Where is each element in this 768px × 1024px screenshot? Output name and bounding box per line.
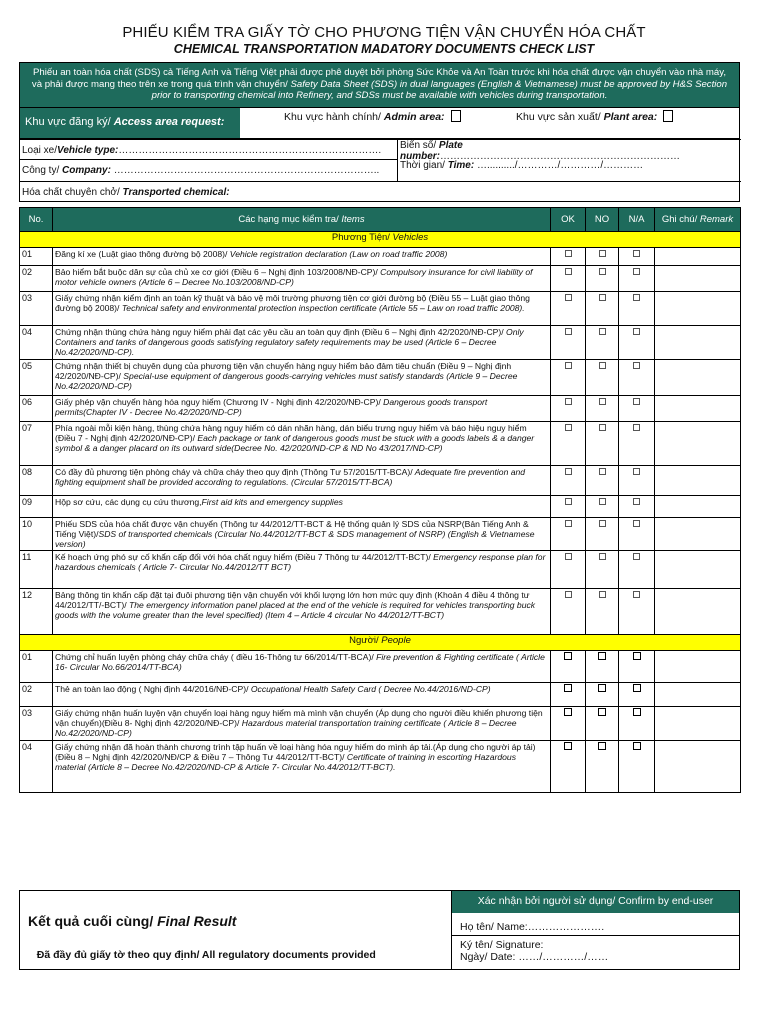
company-en: Company: [62, 165, 111, 176]
section-title-en: Vehicles [392, 232, 429, 243]
item-description [53, 683, 551, 707]
no-checkbox[interactable] [599, 520, 606, 527]
vehicle-info-block [19, 138, 740, 202]
item-number: 01 [20, 651, 53, 683]
no-cell [586, 326, 619, 360]
na-cell [619, 683, 655, 707]
item-text-vi: Giấy chứng nhận huấn luyện vận chuyển loại hàng nguy hiểm mà mình vận chuyển (Áp dụng cho người điều khiển phương tiện vận chuyển)(Điều 8- Nghị định 42/2020/NĐ-CP)/ [55, 708, 543, 728]
notice-en: Safety Data Sheet (SDS) in dual languages (English & Vietnamese) must be approved by H&S Section prior to transporting chemical into Refinery, and SDSs must be available with vehicles during transportation. [151, 78, 728, 101]
remark-cell[interactable] [655, 741, 741, 793]
item-text-en: Each package or tank of dangerous goods must be stuck with a goods labels & a danger symbol & a danger placard on its outward side(Decree No. 42/2020/ND-CP & ND No 43/2017/ND-CP) [55, 433, 535, 453]
no-cell [586, 518, 619, 551]
divider [397, 139, 398, 181]
na-cell [619, 360, 655, 396]
ok-cell [551, 551, 586, 589]
no-checkbox[interactable] [599, 362, 606, 369]
plate-number-en: Plate number: [400, 140, 463, 162]
vehicle-type-vi: Loại xe/ [22, 145, 58, 156]
na-checkbox[interactable] [633, 328, 640, 335]
time-vi: Thời gian/ [400, 160, 445, 171]
item-text-vi: Bảng thông tin khẩn cấp đặt tại đuôi phương tiện vận chuyển với khối lượng lớn hơn mức quy định (Khoản 4 điều 4 thông tư 44/2012/TT/-BCT)/ [55, 590, 530, 610]
table-row [20, 589, 741, 635]
table-row [20, 292, 741, 326]
vehicle-type-dots: ……………………………………………………………………. [118, 145, 382, 156]
remark-cell[interactable] [655, 422, 741, 466]
time-en: Time: [447, 160, 475, 171]
vehicle-type-en: Vehicle type: [57, 145, 119, 156]
plate-number-field[interactable] [400, 140, 739, 162]
na-checkbox[interactable] [633, 250, 640, 257]
section-header-row [20, 232, 741, 248]
item-number: 04 [20, 326, 53, 360]
na-checkbox[interactable] [633, 591, 640, 598]
ok-cell [551, 266, 586, 292]
no-checkbox[interactable] [598, 684, 606, 692]
ok-checkbox[interactable] [565, 520, 572, 527]
item-number: 05 [20, 360, 53, 396]
item-text-vi: Chứng chỉ huấn luyện phòng cháy chữa cháy ( điều 16-Thông tư 66/2014/TT-BCA)/ [55, 652, 374, 662]
na-cell [619, 422, 655, 466]
col-header-items [53, 208, 551, 232]
item-description [53, 741, 551, 793]
ok-checkbox[interactable] [565, 294, 572, 301]
ok-checkbox[interactable] [565, 268, 572, 275]
divider [20, 181, 741, 182]
section-title [20, 635, 741, 651]
na-cell [619, 518, 655, 551]
na-cell [619, 496, 655, 518]
item-text-vi: Giấy chứng nhận đã hoàn thành chương trình tập huấn về loại hàng hóa nguy hiểm do mình áp tải.(Áp dụng cho người áp tải) (Điều 8 – Nghị định 42/2020/NĐ/CP & Điều 7 – Thông Tư 44/2012/TT-BCT)/ [55, 742, 536, 762]
no-checkbox[interactable] [599, 268, 606, 275]
no-cell [586, 266, 619, 292]
no-cell [586, 396, 619, 422]
item-text-en: First aid kits and emergency supplies [201, 497, 343, 507]
ok-checkbox[interactable] [564, 708, 572, 716]
na-checkbox[interactable] [633, 398, 640, 405]
item-text-vi: Đăng kí xe (Luật giao thông đường bộ 2008)/ [55, 249, 228, 259]
remark-cell[interactable] [655, 396, 741, 422]
table-row [20, 466, 741, 496]
ok-checkbox[interactable] [565, 553, 572, 560]
item-text-vi: Thẻ an toàn lao động ( Nghị định 44/2016/NĐ-CP)/ [55, 684, 249, 694]
na-checkbox[interactable] [633, 553, 640, 560]
col-header-na: N/A [619, 208, 655, 232]
company-dots: …………………………………………………………………….. [113, 165, 380, 176]
item-description [53, 518, 551, 551]
col-header-no: No. [20, 208, 53, 232]
item-description [53, 422, 551, 466]
item-number: 07 [20, 422, 53, 466]
sds-notice [19, 62, 740, 108]
ok-cell [551, 360, 586, 396]
na-cell [619, 741, 655, 793]
col-header-no-status: NO [586, 208, 619, 232]
na-cell [619, 266, 655, 292]
remark-cell[interactable] [655, 266, 741, 292]
item-text-vi: Phía ngoài mỗi kiện hàng, thùng chứa hàng nguy hiểm có dán nhãn hàng, dán biểu trưng nguy hiểm và báo hiệu nguy hiểm (Điều 7 - Nghị định 42/2020/NĐ-CP)/ [55, 423, 527, 443]
documents-provided-label: Đã đầy đủ giấy tờ theo quy định/ All regulatory documents provided [36, 949, 376, 961]
final-result-section [19, 890, 740, 970]
item-text-vi: Chứng nhận thiết bị chuyên dụng của phương tiện vận chuyển hàng nguy hiểm bảo đảm tiêu chuẩn (Điều 9 – Nghị định 42/2020/NĐ-CP)/ [55, 361, 512, 381]
item-number: 12 [20, 589, 53, 635]
item-text-en: Occupational Health Safety Card ( Decree No.44/2016/ND-CP) [248, 684, 491, 694]
item-number: 06 [20, 396, 53, 422]
remark-cell[interactable] [655, 496, 741, 518]
ok-cell [551, 466, 586, 496]
remark-cell[interactable] [655, 326, 741, 360]
remark-header-vi: Ghi chú/ [661, 213, 698, 225]
remark-cell[interactable] [655, 292, 741, 326]
ok-cell [551, 518, 586, 551]
remark-cell[interactable] [655, 707, 741, 741]
confirm-name-field[interactable]: Họ tên/ Name:…………………. [460, 921, 605, 933]
item-description [53, 396, 551, 422]
item-text-en: Compulsory insurance for civil liability of motor vehicle owners (Article 6 – Decree No.103/2008/ND-CP) [55, 267, 533, 287]
ok-checkbox[interactable] [565, 424, 572, 431]
table-header-row [20, 208, 741, 232]
remark-cell[interactable] [655, 651, 741, 683]
no-cell [586, 741, 619, 793]
no-cell [586, 551, 619, 589]
item-number: 11 [20, 551, 53, 589]
item-description [53, 326, 551, 360]
na-cell [619, 292, 655, 326]
ok-cell [551, 248, 586, 266]
no-checkbox[interactable] [598, 742, 606, 750]
na-checkbox[interactable] [633, 468, 640, 475]
item-text-en: Technical safety and environmental protection inspection certificate (Article 55 – Law on road traffic 2008). [119, 303, 525, 313]
plant-area-en: Plant area: [603, 111, 658, 123]
no-checkbox[interactable] [599, 498, 606, 505]
company-field[interactable] [22, 165, 379, 176]
table-row [20, 518, 741, 551]
item-number: 03 [20, 707, 53, 741]
item-description [53, 589, 551, 635]
no-cell [586, 248, 619, 266]
item-text-vi: Phiếu SDS của hóa chất được vận chuyển (Thông tư 44/2012/TT-BCT & Hệ thống quản lý SDS của NSRP(Bản Tiếng Anh & Tiếng Việt)/ [55, 519, 529, 539]
item-description [53, 292, 551, 326]
item-number: 03 [20, 292, 53, 326]
table-row [20, 360, 741, 396]
no-checkbox[interactable] [599, 398, 606, 405]
section-title-en: People [381, 635, 411, 646]
remark-cell[interactable] [655, 466, 741, 496]
admin-area-option [284, 110, 461, 123]
ok-cell [551, 741, 586, 793]
admin-area-en: Admin area: [383, 111, 445, 123]
item-number: 09 [20, 496, 53, 518]
na-cell [619, 651, 655, 683]
na-cell [619, 551, 655, 589]
na-checkbox[interactable] [633, 652, 641, 660]
time-field[interactable] [400, 160, 643, 171]
no-checkbox[interactable] [599, 553, 606, 560]
access-area-request-label [20, 108, 240, 138]
na-checkbox[interactable] [633, 424, 640, 431]
divider [452, 935, 739, 936]
item-description [53, 360, 551, 396]
no-cell [586, 683, 619, 707]
item-text-en: Vehicle registration declaration (Law on road traffic 2008) [227, 249, 448, 259]
item-text-en: Adequate fire prevention and fighting equipment shall be provided according to regulations. (Circular 57/2015/TT-BCA) [55, 467, 526, 487]
item-number: 10 [20, 518, 53, 551]
no-cell [586, 651, 619, 683]
admin-area-checkbox[interactable] [451, 110, 461, 122]
item-description [53, 651, 551, 683]
plate-number-dots: ……………………………………………………………… [440, 151, 680, 162]
access-area-row [19, 108, 740, 138]
no-checkbox[interactable] [599, 294, 606, 301]
items-header-en: Items [341, 213, 365, 225]
table-row [20, 396, 741, 422]
signature-label: Ký tên/ Signature: [460, 939, 544, 951]
ok-cell [551, 326, 586, 360]
items-header-vi: Các hạng mục kiểm tra/ [238, 213, 339, 225]
ok-checkbox[interactable] [565, 398, 572, 405]
ok-cell [551, 396, 586, 422]
final-title-en: Final Result [153, 913, 237, 929]
item-text-vi: Giấy chứng nhận kiểm định an toàn kỹ thuật và bảo vệ môi trường phương tiện cơ giới đường bộ (Điều 55 – Luật giao thông đường bộ 2008)/ [55, 293, 530, 313]
remark-cell[interactable] [655, 683, 741, 707]
col-header-remark [655, 208, 741, 232]
item-text-en: Fire prevention & Fighting certificate ( Article 16- Circular No.66/2014/TT-BCA) [55, 652, 545, 672]
item-text-en: Emergency response plan for hazardous chemicals ( Article 7- Circular No.44/2012/TT BCT) [55, 552, 546, 572]
section-title-vi: Phương Tiện/ [331, 232, 390, 243]
chemical-vi: Hóa chất chuyên chở/ [22, 187, 120, 198]
item-description [53, 496, 551, 518]
section-title [20, 232, 741, 248]
item-text-vi: Chứng nhận thùng chứa hàng nguy hiểm phải đạt các yêu cầu an toàn quy định (Điều 6 – Nghị định 42/2020/NĐ-CP)/ [55, 327, 504, 337]
remark-cell[interactable] [655, 589, 741, 635]
remark-header-en: Remark [699, 213, 734, 225]
plant-area-vi: Khu vực sản xuất/ [516, 111, 601, 123]
no-checkbox[interactable] [599, 591, 606, 598]
table-row [20, 683, 741, 707]
table-row [20, 422, 741, 466]
item-text-en: Hazardous material transportation training certificate ( Article 8 – Decree No.42/2020/ND-CP) [55, 718, 517, 738]
na-cell [619, 707, 655, 741]
na-cell [619, 589, 655, 635]
documents-provided-option[interactable] [28, 949, 376, 961]
form-title-vi: PHIẾU KIỂM TRA GIẤY TỜ CHO PHƯƠNG TIỆN VẬN CHUYỂN HÓA CHẤT [122, 24, 646, 41]
remark-cell[interactable] [655, 518, 741, 551]
ok-cell [551, 707, 586, 741]
item-number: 08 [20, 466, 53, 496]
plate-number-vi: Biển số/ [400, 140, 437, 151]
table-row [20, 496, 741, 518]
table-row [20, 326, 741, 360]
item-description [53, 551, 551, 589]
item-text-vi: Kế hoạch ứng phó sự cố khẩn cấp đối với hóa chất nguy hiểm (Điều 7 Thông tư 44/2012/TT-BCT)/ [55, 552, 431, 562]
section-title-vi: Người/ [349, 635, 379, 646]
na-cell [619, 396, 655, 422]
plant-area-option [516, 110, 673, 123]
remark-cell[interactable] [655, 360, 741, 396]
na-checkbox[interactable] [633, 362, 640, 369]
na-checkbox[interactable] [633, 742, 641, 750]
item-number: 04 [20, 741, 53, 793]
confirm-date-field[interactable]: Ngày/ Date: ……/…………/…… [460, 951, 609, 963]
end-user-confirm-header: Xác nhận bởi người sử dụng/ Confirm by end-user [452, 891, 739, 913]
ok-cell [551, 292, 586, 326]
item-description [53, 707, 551, 741]
company-vi: Công ty/ [22, 165, 60, 176]
remark-cell[interactable] [655, 551, 741, 589]
time-dots: …........../…………/…………/………… [476, 160, 644, 171]
item-text-vi: Có đầy đủ phương tiện phòng cháy và chữa cháy theo quy định (Thông Tư 57/2015/TT-BCA)/ [55, 467, 413, 477]
item-text-en: Special-use equipment of dangerous goods-carrying vehicles must satisfy standards (Article 9 – Decree No.42/2020/ND-CP) [55, 371, 518, 391]
divider [20, 159, 397, 160]
no-checkbox[interactable] [599, 424, 606, 431]
ok-checkbox[interactable] [565, 250, 572, 257]
access-area-en: Access area request: [113, 116, 225, 128]
transported-chemical-field[interactable] [22, 187, 230, 198]
item-number: 02 [20, 266, 53, 292]
no-cell [586, 422, 619, 466]
ok-checkbox[interactable] [565, 468, 572, 475]
na-checkbox[interactable] [633, 294, 640, 301]
item-number: 02 [20, 683, 53, 707]
ok-checkbox[interactable] [565, 362, 572, 369]
table-row [20, 266, 741, 292]
na-checkbox[interactable] [633, 520, 640, 527]
table-row [20, 651, 741, 683]
no-cell [586, 292, 619, 326]
chemical-en: Transported chemical: [122, 187, 230, 198]
no-checkbox[interactable] [598, 708, 606, 716]
confirm-signature-field[interactable] [460, 939, 608, 963]
remark-cell[interactable] [655, 248, 741, 266]
na-cell [619, 248, 655, 266]
item-text-en: Dangerous goods transport permits(Chapter IV - Decree No.42/2020/ND-CP) [55, 397, 488, 417]
item-text-vi: Hộp sơ cứu, các dụng cụ cứu thương, [55, 497, 202, 507]
form-title-en: CHEMICAL TRANSPORTATION MADATORY DOCUMENTS CHECK LIST [173, 42, 595, 56]
no-checkbox[interactable] [599, 328, 606, 335]
na-cell [619, 326, 655, 360]
no-checkbox[interactable] [599, 468, 606, 475]
na-checkbox[interactable] [633, 498, 640, 505]
ok-checkbox[interactable] [564, 684, 572, 692]
vehicle-type-field[interactable] [22, 145, 381, 156]
no-cell [586, 707, 619, 741]
final-title-vi: Kết quả cuối cùng/ [28, 913, 154, 929]
ok-checkbox[interactable] [564, 652, 572, 660]
na-checkbox[interactable] [633, 684, 641, 692]
table-row [20, 707, 741, 741]
ok-cell [551, 651, 586, 683]
final-result-panel [20, 891, 452, 969]
item-text-en: SDS of transported chemicals (Circular No.44/2012/TT-BCT & SDS management of NSRP) (English & Vietnamese version) [55, 529, 535, 549]
no-checkbox[interactable] [598, 652, 606, 660]
item-text-en: Only Containers and tanks of dangerous goods satisfying regulatory safety requirements may be used (Article 6 – Decree No.42/2020/ND-CP). [55, 327, 524, 357]
table-row [20, 248, 741, 266]
no-cell [586, 589, 619, 635]
no-cell [586, 466, 619, 496]
table-row [20, 741, 741, 793]
ok-cell [551, 496, 586, 518]
item-text-vi: Giấy phép vận chuyển hàng hóa nguy hiểm (Chương IV - Nghị định 42/2020/NĐ-CP)/ [55, 397, 381, 407]
ok-checkbox[interactable] [565, 498, 572, 505]
col-header-ok: OK [551, 208, 586, 232]
section-header-row [20, 635, 741, 651]
item-description [53, 248, 551, 266]
ok-checkbox[interactable] [565, 591, 572, 598]
plant-area-checkbox[interactable] [663, 110, 673, 122]
notice-vi: Phiếu an toàn hóa chất (SDS) cả Tiếng Anh và Tiếng Việt phải được phê duyệt bởi phòng Sức Khỏe và An Toàn trước khi hóa chất được vận chuyển vào nhà máy, và phải được mang theo trên xe trong quá trình vận chuyển/ [31, 67, 726, 90]
item-text-en: The emergency information panel placed at the end of the vehicle is required for vehicles transporting buck goods with the volume greater than the level specified) (Item 4 – Article 4 circular No 44/2012/TT-BCT) [55, 600, 536, 620]
no-checkbox[interactable] [599, 250, 606, 257]
item-number: 01 [20, 248, 53, 266]
na-checkbox[interactable] [633, 268, 640, 275]
item-description [53, 466, 551, 496]
access-area-vi: Khu vực đăng ký/ [25, 116, 111, 128]
final-result-title [28, 913, 236, 929]
ok-cell [551, 422, 586, 466]
na-cell [619, 466, 655, 496]
na-checkbox[interactable] [633, 708, 641, 716]
ok-cell [551, 683, 586, 707]
item-text-en: Certificate of training in escorting Hazardous material (Article 8 – Decree No.42/2020/ND-CP & Article 7- Circular No.44/2012/TT-BCT). [55, 752, 516, 772]
item-text-vi: Bảo hiểm bắt buộc dân sự của chủ xe cơ giới (Điều 6 – Nghị định 103/2008/NĐ-CP)/ [55, 267, 378, 277]
ok-cell [551, 589, 586, 635]
ok-checkbox[interactable] [565, 328, 572, 335]
ok-checkbox[interactable] [564, 742, 572, 750]
item-description [53, 266, 551, 292]
checklist-table [19, 207, 741, 793]
no-cell [586, 496, 619, 518]
no-cell [586, 360, 619, 396]
table-row [20, 551, 741, 589]
admin-area-vi: Khu vực hành chính/ [284, 111, 381, 123]
